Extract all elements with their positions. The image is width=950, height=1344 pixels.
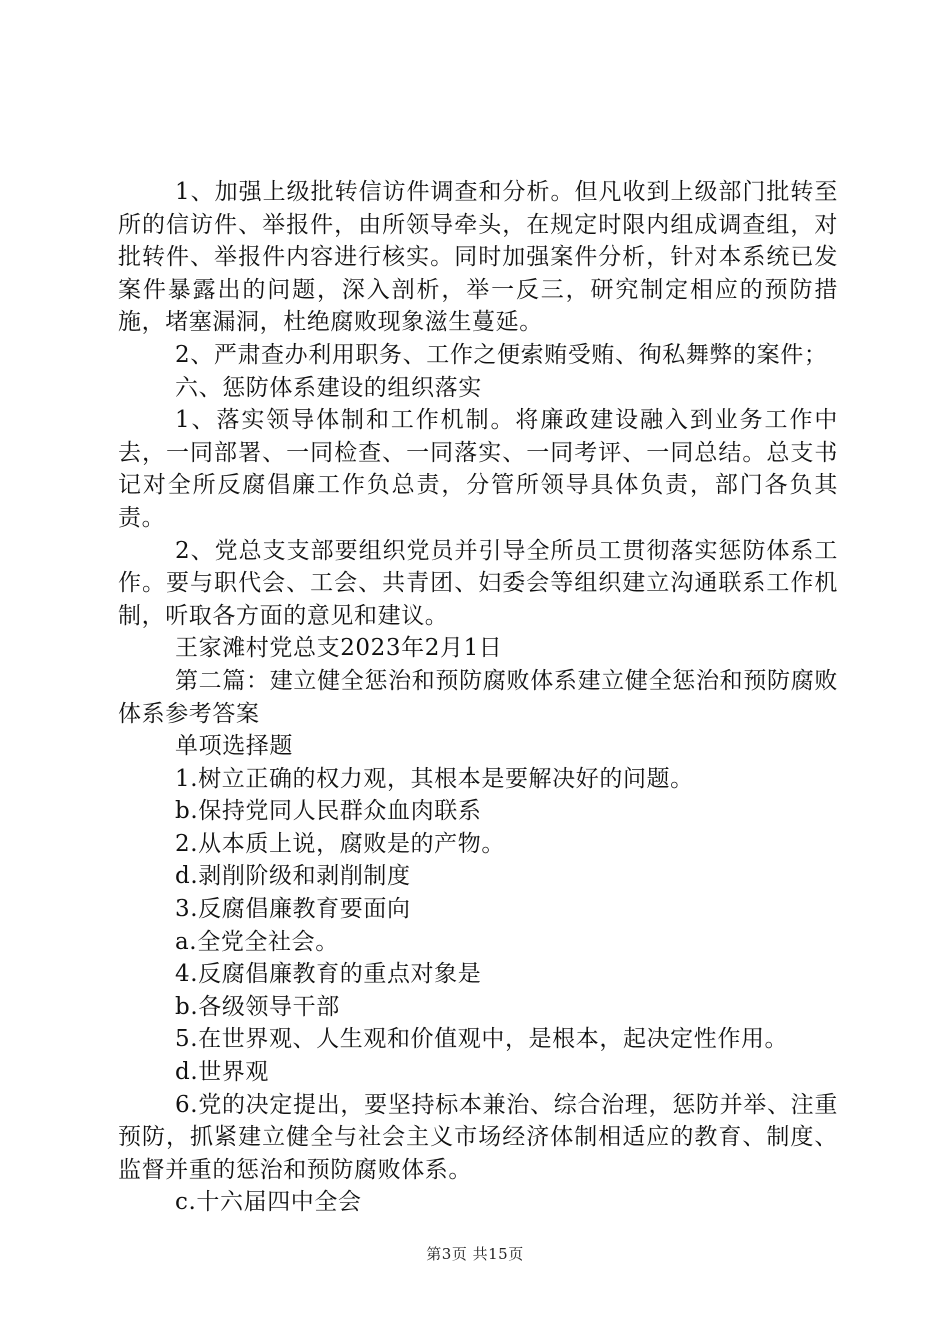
question-4: 4.反腐倡廉教育的重点对象是 xyxy=(175,961,482,988)
document-body xyxy=(118,176,838,1219)
question-2: 2.从本质上说，腐败是的产物。 xyxy=(175,830,505,857)
paragraph-investigation: 1、加强上级批转信访件调查和分析。但凡收到上级部门批转至所的信访件、举报件，由所领导牵头，在规定时限内组成调查组，对批转件、举报件内容进行核实。同时加强案件分析，针对本系统已发案件暴露出的问题，深入剖析，举一反三，研究制定相应的预防措施，堵塞漏洞，杜绝腐败现象滋生蔓延。 xyxy=(118,179,838,336)
question-5: 5.在世界观、人生观和价值观中，是根本，起决定性作用。 xyxy=(175,1026,789,1053)
paragraph-leadership-system: 1、落实领导体制和工作机制。将廉政建设融入到业务工作中去，一同部署、一同检查、一同落实、一同考评、一同总结。总支书记对全所反腐倡廉工作负总责，分管所领导具体负责，部门各负其责。 xyxy=(118,407,838,531)
question-1: 1.树立正确的权力观，其根本是要解决好的问题。 xyxy=(175,765,694,792)
section-heading-single-choice: 单项选择题 xyxy=(175,733,293,760)
answer-2: d.剥削阶级和剥削制度 xyxy=(175,863,411,890)
answer-1: b.保持党同人民群众血肉联系 xyxy=(175,798,482,825)
answer-3: a.全党全社会。 xyxy=(175,928,339,955)
answer-4: b.各级领导干部 xyxy=(175,993,340,1020)
page-footer: 第3页 共15页 xyxy=(426,1245,524,1263)
question-6: 6.党的决定提出，要坚持标本兼治、综合治理，惩防并举、注重预防，抓紧建立健全与社会主义市场经济体制相适应的教育、制度、监督并重的惩治和预防腐败体系。 xyxy=(118,1091,838,1183)
section-heading-organization: 六、惩防体系建设的组织落实 xyxy=(175,374,482,401)
answer-5: d.世界观 xyxy=(175,1059,270,1086)
chapter-title: 第二篇：建立健全惩治和预防腐败体系建立健全惩治和预防腐败体系参考答案 xyxy=(118,667,838,727)
question-3: 3.反腐倡廉教育要面向 xyxy=(175,896,411,923)
answer-6: c.十六届四中全会 xyxy=(175,1189,362,1216)
paragraph-handle-cases: 2、严肃查办利用职务、工作之便索贿受贿、徇私舞弊的案件； xyxy=(175,341,828,368)
signature-line: 王家滩村党总支2023年2月1日 xyxy=(175,635,503,662)
paragraph-party-branch: 2、党总支支部要组织党员并引导全所员工贯彻落实惩防体系工作。要与职代会、工会、共青团、妇委会等组织建立沟通联系工作机制，听取各方面的意见和建议。 xyxy=(118,537,838,629)
